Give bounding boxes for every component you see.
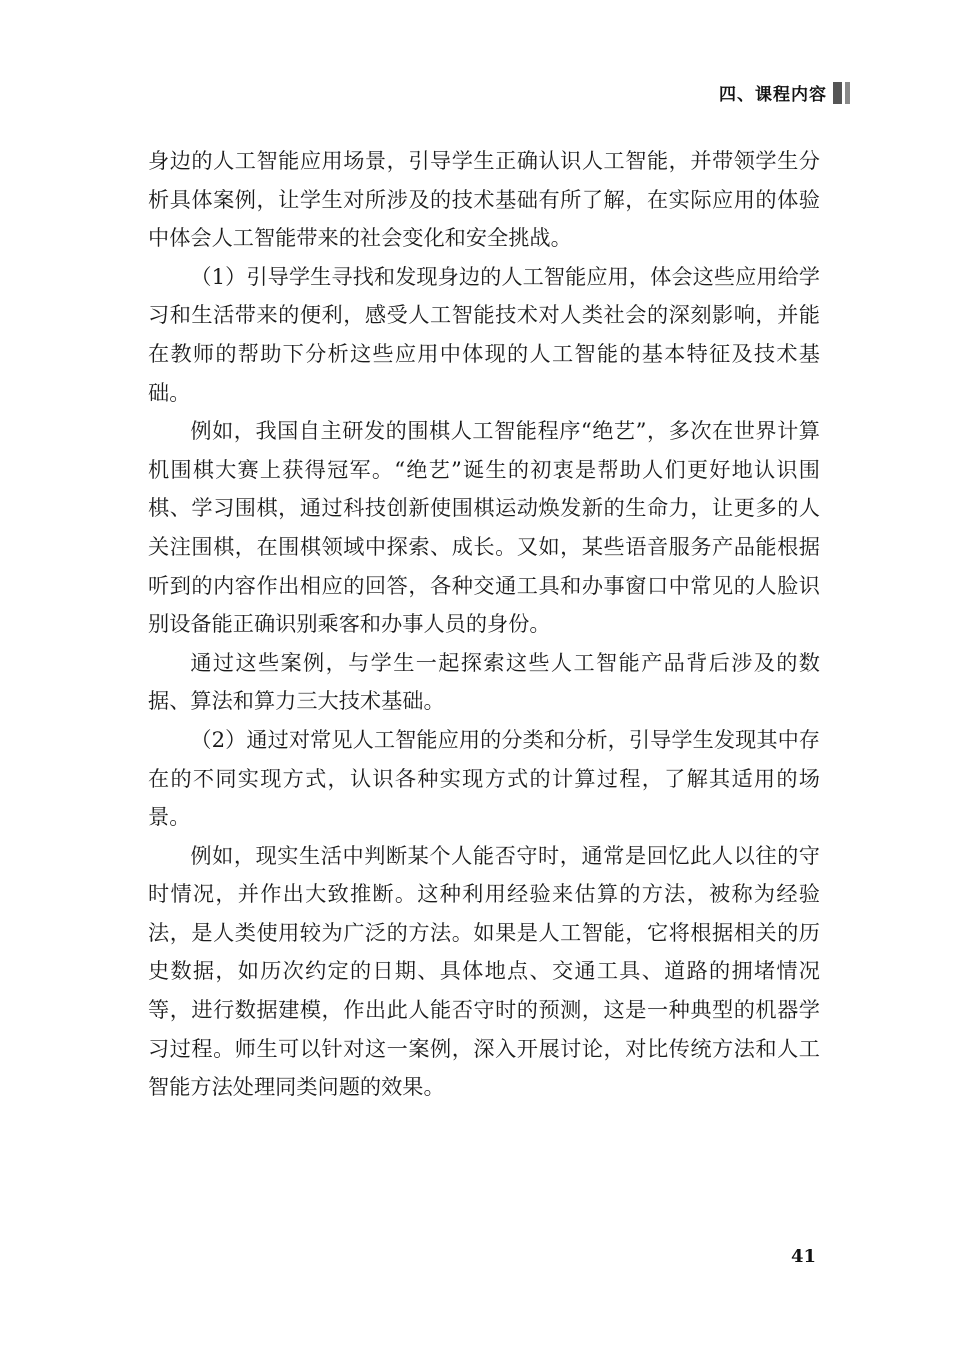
paragraph-summary-1: 通过这些案例，与学生一起探索这些人工智能产品背后涉及的数据、算法和算力三大技术基础。: [148, 649, 820, 714]
paragraph-example-1: 例如，我国自主研发的围棋人工智能程序“绝艺”，多次在世界计算机围棋大赛上获得冠军。“绝艺”诞生的初衷是帮助人们更好地认识围棋、学习围棋，通过科技创新使围棋运动焕发新的生命力，让更多的人关注围棋，在围棋领域中探索、成长。又如，某些语音服务产品能根据听到的内容作出相应的回答，各种交通工具和办事窗口中常见的人脸识别设备能正确识别乘客和办事人员的身份。: [148, 418, 820, 637]
header-bar-ornament: [833, 82, 850, 104]
page-number: 41: [790, 1246, 816, 1267]
section-title: 四、课程内容: [719, 85, 827, 105]
paragraph-item-1: （1）引导学生寻找和发现身边的人工智能应用，体会这些应用给学习和生活带来的便利，感受人工智能技术对人类社会的深刻影响，并能在教师的帮助下分析这些应用中体现的人工智能的基本特征及技术基础。: [148, 263, 820, 405]
header-bar-light: [845, 82, 850, 104]
paragraph-example-2: 例如，现实生活中判断某个人能否守时，通常是回忆此人以往的守时情况，并作出大致推断。这种利用经验来估算的方法，被称为经验法，是人类使用较为广泛的方法。如果是人工智能，它将根据相关的历史数据，如历次约定的日期、具体地点、交通工具、道路的拥堵情况等，进行数据建模，作出此人能否守时的预测，这是一种典型的机器学习过程。师生可以针对这一案例，深入开展讨论，对比传统方法和人工智能方法处理同类问题的效果。: [148, 842, 820, 1100]
body-text: [148, 142, 820, 1107]
paragraph-item-2: （2）通过对常见人工智能应用的分类和分析，引导学生发现其中存在的不同实现方式，认识各种实现方式的计算过程，了解其适用的场景。: [148, 726, 820, 830]
paragraph-continuation: 身边的人工智能应用场景，引导学生正确认识人工智能，并带领学生分析具体案例，让学生对所涉及的技术基础有所了解，在实际应用的体验中体会人工智能带来的社会变化和安全挑战。: [148, 148, 820, 251]
running-header: [719, 80, 850, 105]
header-bar-dark: [833, 82, 842, 104]
